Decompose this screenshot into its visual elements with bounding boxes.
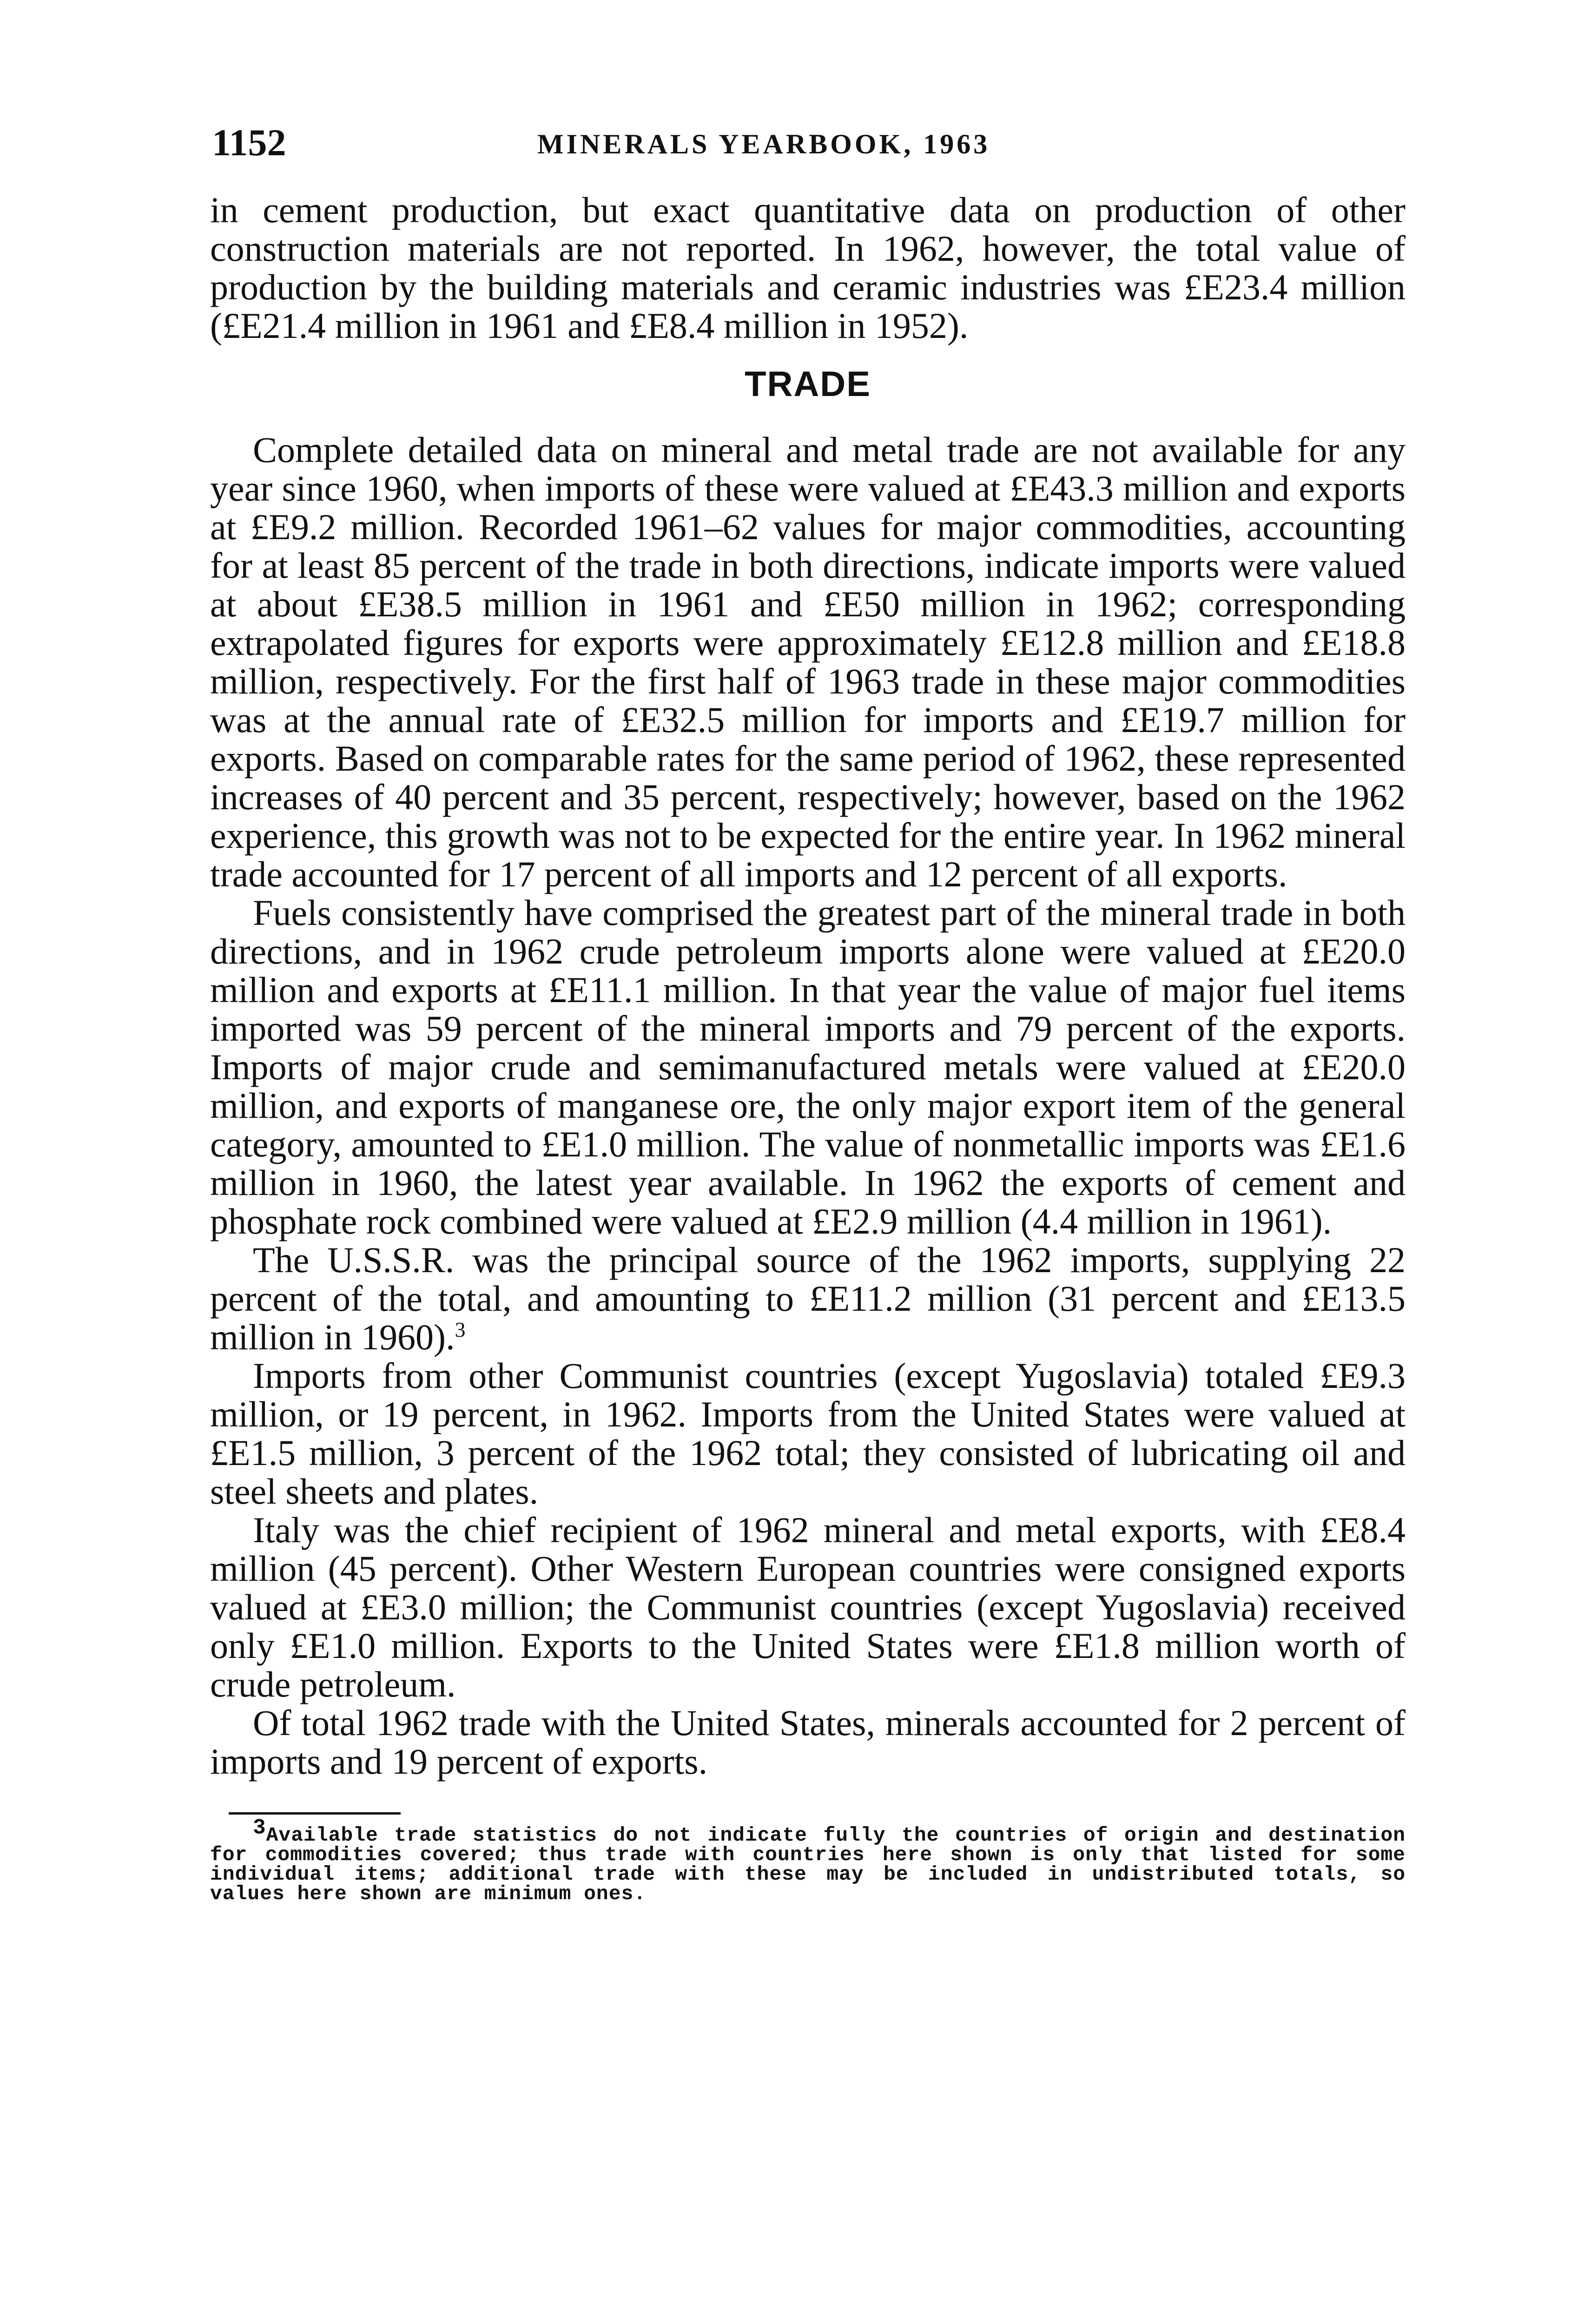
footnote-text: Available trade statistics do not indicate fully the countries of origin and destination for commodities covered; thus trade with countries here shown is only that listed for some individual items; additional trade with these may be included in undistributed totals, so values here shown are minimum ones. bbox=[210, 1824, 1406, 1905]
page-header bbox=[212, 122, 1402, 164]
paragraph-continued: in cement production, but exact quantitative data on production of other construction materials are not reported. In 1962, however, the total value of production by the building materials and ceramic industries was £E23.4 million (£E21.4 million in 1961 and £E8.4 million in 1952). bbox=[210, 190, 1406, 346]
paragraph-italy-exports: Italy was the chief recipient of 1962 mineral and metal exports, with £E8.4 million (45 percent). Other Western European countries were consigned exports valued at £E3.0 million; the Communist countries (except Yugoslavia) received only £E1.0 million. Exports to the United States were £E1.8 million worth of crude petroleum. bbox=[210, 1510, 1406, 1704]
section-heading-trade: TRADE bbox=[745, 364, 871, 404]
paragraph-us-trade: Of total 1962 trade with the United States, minerals accounted for 2 percent of imports and 19 percent of exports. bbox=[210, 1703, 1406, 1782]
body-text bbox=[210, 191, 1406, 1904]
footnote-reference: 3 bbox=[455, 1318, 466, 1341]
footnote-divider bbox=[229, 1812, 401, 1815]
paragraph-fuels: Fuels consistently have comprised the greatest part of the mineral trade in both directions, and in 1962 crude petroleum imports alone were valued at £E20.0 million and exports at £E11.1 million. In that year the value of major fuel items imported was 59 percent of the mineral imports and 79 percent of the exports. Imports of major crude and semimanufactured metals were valued at £E20.0 million, and exports of manganese ore, the only major export item of the general category, amounted to £E1.0 million. The value of nonmetallic imports was £E1.6 million in 1960, the latest year available. In 1962 the exports of cement and phosphate rock combined were valued at £E2.9 million (4.4 million in 1961). bbox=[210, 892, 1406, 1241]
running-title: MINERALS YEARBOOK, 1963 bbox=[537, 129, 990, 159]
paragraph-communist-imports: Imports from other Communist countries (except Yugoslavia) totaled £E9.3 million, or 19 percent, in 1962. Imports from the United States were valued at £E1.5 million, 3 percent of the 1962 total; they consisted of lubricating oil and steel sheets and plates. bbox=[210, 1355, 1406, 1512]
paragraph-ussr bbox=[210, 1241, 1406, 1356]
paragraph-trade-overview: Complete detailed data on mineral and metal trade are not available for any year since 1960, when imports of these were valued at £E43.3 million and exports at £E9.2 million. Recorded 1961–62 values for major commodities, accounting for at least 85 percent of the trade in both directions, indicate imports were valued at about £E38.5 million in 1961 and £E50 million in 1962; corresponding extrapolated figures for exports were approximately £E12.8 million and £E18.8 million, respectively. For the first half of 1963 trade in these major commodities was at the annual rate of £E32.5 million for imports and £E19.7 million for exports. Based on comparable rates for the same period of 1962, these represented increases of 40 percent and 35 percent, respectively; however, based on the 1962 experience, this growth was not to be expected for the entire year. In 1962 mineral trade accounted for 17 percent of all imports and 12 percent of all exports. bbox=[210, 429, 1406, 894]
footnote-marker: 3 bbox=[253, 1816, 266, 1840]
paragraph-ussr-text: The U.S.S.R. was the principal source of the 1962 imports, supplying 22 percent of the total, and amounting to £E11.2 million (31 percent and £E13.5 million in 1960). bbox=[210, 1240, 1406, 1357]
page-number: 1152 bbox=[212, 121, 286, 164]
footnote bbox=[210, 1816, 1406, 1905]
